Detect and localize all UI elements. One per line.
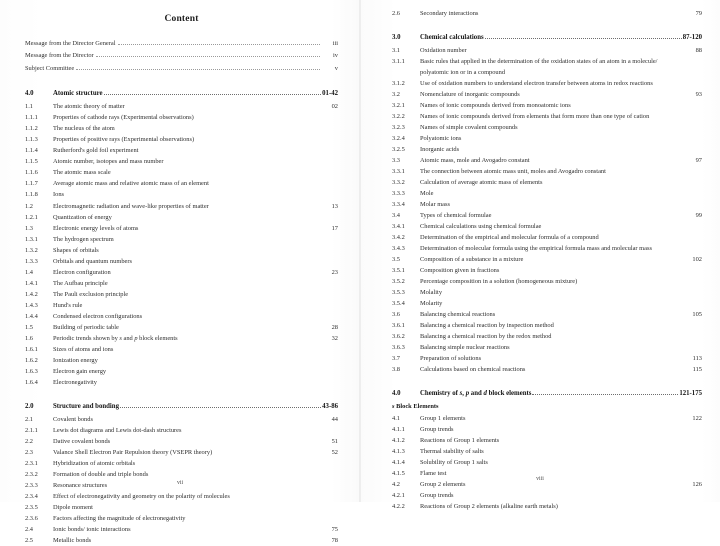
toc-entry-number: 3.3: [392, 157, 400, 165]
toc-entry-title: Quantization of energy: [53, 213, 112, 221]
toc-entry[interactable]: [25, 189, 338, 200]
toc-entry-page: 17: [331, 224, 338, 232]
toc-chapter-number: 4.0: [392, 390, 401, 398]
toc-entry-number: 3.6.3: [392, 344, 405, 352]
toc-entry-page: 97: [695, 157, 702, 165]
toc-entry-title: Names of ionic compounds derived from monoatomic ions: [420, 102, 571, 109]
toc-entry[interactable]: [25, 134, 338, 145]
toc-entry-number: 1.3.1: [25, 235, 38, 243]
toc-entry[interactable]: [392, 232, 702, 243]
toc-entry-number: 3.6.2: [392, 333, 405, 341]
toc-entry-title: Covalent bonds: [53, 415, 93, 423]
toc-entry-title: Rutherford's gold foil experiment: [53, 147, 139, 155]
toc-entry-title: Reactions of Group 2 elements (alkaline earth metals): [420, 502, 558, 510]
frontmatter-label: Message from the Director: [25, 52, 94, 60]
toc-entry[interactable]: [392, 221, 702, 232]
toc-entry[interactable]: [25, 333, 338, 344]
toc-entry-title: Lewis dot diagrams and Lewis dot-dash structures: [53, 426, 182, 434]
frontmatter-page: iv: [333, 52, 338, 60]
frontmatter-label: Subject Committee: [25, 64, 75, 72]
folio-right: viii: [536, 476, 544, 482]
toc-entry-number: 3.7: [392, 355, 400, 363]
toc-entry-page: 105: [692, 311, 702, 319]
toc-entry-number: 1.5: [25, 323, 33, 331]
toc-entry-number: 1.1.3: [25, 136, 38, 144]
toc-entry-number: 4.1.4: [392, 458, 405, 466]
toc-entry[interactable]: [25, 145, 338, 156]
toc-entry-title: Factors affecting the magnitude of electronegativity: [53, 514, 186, 522]
toc-entry-title: Calculation of average atomic mass of elements: [420, 179, 543, 187]
frontmatter-entry[interactable]: [25, 50, 338, 62]
toc-chapter-heading[interactable]: [25, 88, 338, 101]
toc-entry-title: Balancing simple nuclear reactions: [420, 344, 510, 352]
toc-entry[interactable]: [25, 377, 338, 388]
toc-entry[interactable]: [25, 311, 338, 322]
toc-entry[interactable]: [25, 123, 338, 134]
toc-entry-number: 1.2.1: [25, 213, 38, 221]
toc-entry-number: 3.4.3: [392, 245, 405, 253]
toc-entry-title: Electron configuration: [53, 268, 111, 276]
toc-entry-title: Condensed electron configurations: [53, 312, 143, 320]
leader-dots: [120, 407, 321, 408]
toc-entry[interactable]: [25, 535, 338, 546]
toc-entry-number: 1.1.7: [25, 180, 38, 188]
toc-entry-number: 2.3.1: [25, 459, 38, 467]
toc-entry-title: Atomic mass, mole and Avogadro constant: [420, 157, 530, 165]
toc-entry[interactable]: [25, 344, 338, 355]
section-spacer: [392, 375, 702, 386]
toc-entry-number: 1.6.4: [25, 378, 38, 386]
toc-entry[interactable]: [392, 188, 702, 199]
toc-entry-number: 1.3: [25, 224, 33, 232]
toc-entry-number: 3.2.2: [392, 113, 405, 121]
toc-entry[interactable]: [25, 101, 338, 112]
toc-entry-title: Hund's rule: [53, 301, 83, 309]
toc-entry[interactable]: [25, 425, 338, 436]
toc-entry-number: 3.2.4: [392, 135, 405, 143]
toc-entry[interactable]: [392, 210, 702, 221]
toc-entry-title: Building of periodic table: [53, 323, 119, 331]
toc-entry-number: 3.2.5: [392, 146, 405, 154]
toc-entry-number: 3.1.2: [392, 79, 405, 87]
toc-entry-number: 4.1.1: [392, 425, 405, 433]
toc-entry-title: Composition given in fractions: [420, 267, 500, 275]
toc-entry-title: The nucleus of the atom: [53, 125, 115, 133]
toc-entry-title: Sizes of atoms and ions: [53, 345, 114, 353]
toc-entry-number: 2.3.5: [25, 503, 38, 511]
toc-entry-title: Calculations based on chemical reactions: [420, 366, 526, 374]
toc-entry-number: 3.2.3: [392, 124, 405, 132]
leader-dots: [104, 94, 322, 95]
toc-entry[interactable]: [25, 491, 338, 502]
toc-entry-title: Solubility of Group 1 salts: [420, 458, 488, 466]
toc-entry-page: 44: [331, 415, 338, 423]
toc-entry[interactable]: [25, 355, 338, 366]
toc-entry[interactable]: [392, 100, 702, 111]
toc-entry-title: Balancing chemical reactions: [420, 311, 496, 319]
toc-entry-page: 79: [695, 10, 702, 17]
toc-entry-number: 1.1.6: [25, 169, 38, 177]
toc-chapter-heading[interactable]: [25, 401, 338, 414]
frontmatter-entry[interactable]: [25, 38, 338, 50]
toc-entry-number: 2.6: [392, 10, 400, 17]
toc-entry[interactable]: [392, 364, 702, 375]
toc-entry[interactable]: [25, 201, 338, 212]
section-spacer: [25, 388, 338, 399]
toc-entry-title: Percentage composition in a solution (homogeneous mixture): [420, 278, 578, 286]
toc-entry-number: 3.3.2: [392, 179, 405, 187]
toc-entry-title: Atomic number, isotopes and mass number: [53, 158, 164, 166]
toc-entry[interactable]: [392, 155, 702, 166]
toc-entry-number: 1.2: [25, 202, 33, 210]
toc-entry-title: Group trends: [420, 425, 454, 433]
toc-entry-page: 23: [331, 268, 338, 276]
toc-entry[interactable]: [392, 89, 702, 100]
toc-entry[interactable]: [25, 234, 338, 245]
toc-entry-number: 4.1.5: [392, 469, 405, 477]
frontmatter-page: iii: [332, 40, 338, 47]
toc-entry-title: Oxidation number: [420, 46, 467, 54]
frontmatter-list: [25, 38, 338, 75]
toc-entry-number: 1.3.2: [25, 246, 38, 254]
toc-entry[interactable]: [392, 490, 702, 501]
toc-entry-number: 2.3.4: [25, 492, 38, 500]
toc-entry-title: Metallic bonds: [53, 536, 92, 544]
toc-entry[interactable]: [392, 424, 702, 435]
toc-entry[interactable]: [392, 8, 702, 19]
toc-entry[interactable]: [392, 133, 702, 144]
toc-entry-title: Properties of positive rays (Experimental observations): [53, 136, 195, 144]
toc-entry-title: Flame test: [420, 469, 447, 477]
toc-entry-title: Group 2 elements: [420, 480, 466, 488]
toc-chapter-title: Structure and bonding: [53, 402, 119, 410]
toc-entry-title: Composition of a substance in a mixture: [420, 256, 524, 264]
toc-entry[interactable]: [25, 112, 338, 123]
toc-entry-page: 75: [331, 525, 338, 533]
toc-entry-title: Types of chemical formulae: [420, 212, 492, 220]
toc-entry-title: Use of oxidation numbers to understand electron transfer between atoms in redox reactions: [420, 79, 653, 87]
toc-entry-number: 3.3.3: [392, 190, 405, 198]
toc-entry[interactable]: [25, 322, 338, 333]
toc-entry-title: Orbitals and quantum numbers: [53, 257, 132, 265]
toc-entry[interactable]: [25, 366, 338, 377]
toc-entry[interactable]: [25, 502, 338, 513]
toc-entry[interactable]: [392, 45, 702, 56]
leader-dots: [532, 394, 678, 395]
toc-entry[interactable]: [392, 56, 702, 78]
toc-chapter-number: 3.0: [392, 34, 401, 42]
toc-chapter-heading[interactable]: [392, 388, 702, 401]
toc-entry-number: 2.2: [25, 437, 33, 445]
toc-chapter-pages: 43-86: [322, 402, 338, 410]
toc-entry[interactable]: [392, 435, 702, 446]
frontmatter-entry[interactable]: [25, 63, 338, 75]
toc-entry-page: 13: [331, 202, 338, 210]
leader-dots: [485, 38, 682, 39]
toc-chapter-title: Chemical calculations: [420, 34, 484, 42]
page-right: [360, 0, 720, 510]
toc-entry-title: Valance Shell Electron Pair Repulsion theory (VSEPR theory): [53, 448, 213, 456]
toc-entry-number: 1.6.2: [25, 356, 38, 364]
toc-entry-page: 126: [692, 480, 702, 488]
toc-entry[interactable]: [392, 457, 702, 468]
toc-entry[interactable]: [392, 177, 702, 188]
toc-chapter-title: Chemistry of s, p and d block elements: [420, 390, 532, 398]
folio-left: vii: [176, 480, 184, 486]
toc-entry[interactable]: [392, 501, 702, 512]
toc-entry-number: 1.1.8: [25, 191, 38, 199]
toc-entry-title: The hydrogen spectrum: [53, 235, 114, 243]
toc-entry-number: 1.3.3: [25, 257, 38, 265]
toc-entry-number: 1.4.3: [25, 301, 38, 309]
toc-entry-number: 3.5.3: [392, 289, 405, 297]
toc-entry-title: Balancing a chemical reaction by inspection method: [420, 322, 554, 330]
toc-entry[interactable]: [392, 446, 702, 457]
toc-chapter-number: 2.0: [25, 402, 34, 410]
toc-entry[interactable]: [392, 111, 702, 122]
right-chapters: [392, 19, 702, 512]
toc-entry-number: 4.2.2: [392, 502, 405, 510]
toc-entry-number: 2.1: [25, 415, 33, 423]
toc-entry-title: Determination of the empirical and molecular formula of a compound: [420, 234, 599, 242]
toc-entry-title: Names of ionic compounds derived from elements that form more than one type of cation: [420, 113, 650, 121]
left-chapters: [25, 88, 338, 545]
toc-entry-title: Mole: [420, 190, 434, 198]
leader-dots: [76, 69, 320, 70]
toc-entry[interactable]: [392, 342, 702, 353]
toc-entry-number: 3.2.1: [392, 102, 405, 109]
toc-entry[interactable]: [25, 278, 338, 289]
page-left: [0, 0, 360, 544]
toc-entry[interactable]: [25, 469, 338, 480]
right-lead-entries: [392, 8, 702, 19]
toc-entry-page: 28: [331, 323, 338, 331]
toc-entry-title: Properties of cathode rays (Experimental observations): [53, 114, 194, 122]
toc-entry-number: 1.6: [25, 334, 33, 342]
toc-entry-title: Ionization energy: [53, 356, 98, 364]
toc-entry-title: Electronic energy levels of atoms: [53, 224, 139, 232]
toc-entry-title: Molality: [420, 289, 443, 297]
toc-entry-title: Secondary interactions: [420, 10, 479, 17]
toc-entry-number: 3.5.1: [392, 267, 405, 275]
toc-entry[interactable]: [25, 156, 338, 167]
toc-entry-number: 3.6: [392, 311, 400, 319]
toc-entry[interactable]: [25, 447, 338, 458]
toc-entry-page: 115: [692, 366, 702, 374]
toc-entry[interactable]: [25, 178, 338, 189]
toc-entry-number: 2.1.1: [25, 426, 38, 434]
toc-entry[interactable]: [392, 254, 702, 265]
toc-entry[interactable]: [392, 298, 702, 309]
toc-entry-number: 3.5.2: [392, 278, 405, 286]
toc-entry-number: 3.5.4: [392, 300, 405, 308]
toc-entry[interactable]: [25, 223, 338, 234]
toc-entry[interactable]: [25, 167, 338, 178]
toc-entry-title: Effect of electronegativity and geometry on the polarity of molecules: [53, 492, 230, 500]
toc-entry-number: 1.4: [25, 268, 33, 276]
toc-entry-number: 1.1.5: [25, 158, 38, 166]
toc-chapter-pages: 87-120: [682, 34, 702, 42]
toc-entry-page: 102: [692, 256, 702, 264]
toc-entry-number: 4.2.1: [392, 491, 405, 499]
toc-entry-number: 1.1.4: [25, 147, 38, 155]
toc-chapter-pages: 01-42: [322, 90, 338, 98]
toc-entry[interactable]: [25, 212, 338, 223]
toc-entry-page: 52: [331, 448, 338, 456]
toc-chapter-pages: 121-175: [679, 390, 702, 398]
toc-entry-title: Basic rules that applied in the determination of the oxidation states of an atom in a molecule/ polyatomic ion or in a compound: [420, 57, 658, 76]
toc-entry[interactable]: [392, 353, 702, 364]
toc-entry-number: 3.4.2: [392, 234, 405, 242]
toc-entry-number: 3.4: [392, 212, 400, 220]
toc-entry[interactable]: [392, 309, 702, 320]
leader-dots: [118, 44, 321, 45]
toc-entry[interactable]: [25, 289, 338, 300]
toc-entry-title: The atomic theory of matter: [53, 103, 125, 111]
toc-entry-number: 2.3.6: [25, 514, 38, 522]
toc-entry-number: 3.8: [392, 366, 400, 374]
leader-dots: [96, 56, 320, 57]
toc-entry-number: 2.3.3: [25, 481, 38, 489]
toc-entry-number: 3.3.4: [392, 201, 405, 209]
page-gutter: [359, 0, 361, 502]
toc-entry[interactable]: [392, 122, 702, 133]
toc-entry-title: Molarity: [420, 300, 443, 308]
toc-entry-number: 4.1.2: [392, 436, 405, 444]
toc-entry-number: 2.3: [25, 448, 33, 456]
toc-entry-title: Chemical calculations using chemical formulae: [420, 223, 542, 231]
toc-entry-page: 51: [331, 437, 338, 445]
toc-entry-title: Electron gain energy: [53, 367, 107, 375]
toc-entry-number: 2.4: [25, 525, 33, 533]
toc-entry-page: 78: [331, 536, 338, 544]
toc-entry-title: Shapes of orbitals: [53, 246, 99, 254]
toc-entry-number: 1.6.3: [25, 367, 38, 375]
toc-entry[interactable]: [25, 300, 338, 311]
toc-entry-number: 4.1.3: [392, 447, 405, 455]
toc-entry-title: The atomic mass scale: [53, 169, 111, 177]
toc-entry-title: Average atomic mass and relative atomic mass of an element: [53, 180, 209, 188]
toc-entry-page: 32: [331, 334, 338, 342]
toc-entry[interactable]: [392, 199, 702, 210]
toc-entry-number: 3.4.1: [392, 223, 405, 231]
toc-subheading: s Block Elements: [392, 403, 439, 411]
toc-entry-page: 93: [695, 90, 702, 98]
toc-entry-title: Dative covalent bonds: [53, 437, 111, 445]
toc-entry-title: Dipole moment: [53, 503, 93, 511]
toc-entry-title: Periodic trends shown by s and p block elements: [53, 334, 178, 342]
toc-entry[interactable]: [25, 245, 338, 256]
toc-entry-page: 99: [695, 212, 702, 220]
toc-entry-title: Electromagnetic radiation and wave-like properties of matter: [53, 202, 209, 210]
toc-entry[interactable]: [25, 524, 338, 535]
toc-entry-title: Nomenclature of inorganic compounds: [420, 90, 520, 98]
toc-entry-title: Inorganic acids: [420, 146, 460, 154]
toc-entry-number: 1.6.1: [25, 345, 38, 353]
toc-entry-number: 1.4.4: [25, 312, 38, 320]
toc-entry-page: 122: [692, 414, 702, 422]
toc-chapter-title: Atomic structure: [53, 90, 103, 98]
toc-entry[interactable]: [392, 265, 702, 276]
toc-entry-title: Electronegativity: [53, 378, 98, 386]
toc-entry-number: 4.1: [392, 414, 400, 422]
toc-entry[interactable]: [392, 144, 702, 155]
toc-entry[interactable]: [25, 436, 338, 447]
toc-chapter-heading[interactable]: [392, 32, 702, 45]
toc-entry-title: Group 1 elements: [420, 414, 466, 422]
toc-entry-title: Reactions of Group 1 elements: [420, 436, 500, 444]
toc-entry-number: 1.4.2: [25, 290, 38, 298]
toc-entry-title: Molar mass: [420, 201, 450, 209]
toc-entry-title: Resonance structures: [53, 481, 108, 489]
toc-entry-title: Names of simple covalent compounds: [420, 124, 518, 132]
toc-entry-number: 3.5: [392, 256, 400, 264]
toc-entry[interactable]: [25, 513, 338, 524]
toc-entry[interactable]: [392, 331, 702, 342]
toc-entry-page: 88: [695, 46, 702, 54]
toc-entry-number: 2.5: [25, 536, 33, 544]
toc-entry[interactable]: [392, 287, 702, 298]
toc-entry[interactable]: [25, 414, 338, 425]
toc-entry-number: 3.1: [392, 46, 400, 54]
toc-entry-title: Determination of molecular formula using the empirical formula mass and molecular mass: [420, 245, 652, 253]
toc-entry-number: 3.2: [392, 90, 400, 98]
toc-entry-title: Preparation of solutions: [420, 355, 482, 363]
toc-entry-title: The connection between atomic mass unit, moles and Avogadro constant: [420, 168, 606, 176]
page-title: Content: [164, 14, 199, 24]
toc-entry[interactable]: [25, 256, 338, 267]
toc-entry-title: Hybridization of atomic orbitals: [53, 459, 136, 467]
toc-entry[interactable]: [392, 320, 702, 331]
toc-entry-title: Formation of double and triple bonds: [53, 470, 149, 478]
toc-entry[interactable]: [392, 276, 702, 287]
toc-entry-title: The Aufbau principle: [53, 279, 108, 287]
toc-entry[interactable]: [392, 166, 702, 177]
toc-entry[interactable]: [25, 267, 338, 278]
toc-chapter-number: 4.0: [25, 90, 34, 98]
toc-entry-title: Group trends: [420, 491, 454, 499]
toc-entry-number: 3.3.1: [392, 168, 405, 176]
toc-entry-page: 02: [331, 103, 338, 111]
toc-entry-title: Polyatomic ions: [420, 135, 462, 143]
toc-entry-number: 1.4.1: [25, 279, 38, 287]
toc-entry-number: 2.3.2: [25, 470, 38, 478]
toc-entry[interactable]: [392, 78, 702, 89]
toc-entry[interactable]: [25, 458, 338, 469]
toc-entry-number: 3.1.1: [392, 57, 405, 65]
toc-entry[interactable]: [392, 243, 702, 254]
toc-entry-title: Thermal stability of salts: [420, 447, 484, 455]
toc-entry[interactable]: [392, 413, 702, 424]
toc-entry-title: Balancing a chemical reaction by the redox method: [420, 333, 552, 341]
toc-entry-number: 1.1.1: [25, 114, 38, 122]
toc-entry-number: 1.1.2: [25, 125, 38, 133]
toc-entry-number: 4.2: [392, 480, 400, 488]
toc-entry-title: The Pauli exclusion principle: [53, 290, 129, 298]
frontmatter-page: v: [334, 64, 338, 72]
section-spacer: [392, 19, 702, 30]
frontmatter-label: Message from the Director General: [25, 40, 116, 47]
toc-entry-title: Ionic bonds/ ionic interactions: [53, 525, 131, 533]
toc-entry-number: 3.6.1: [392, 322, 405, 330]
toc-entry-number: 1.1: [25, 103, 33, 111]
toc-entry-page: 113: [692, 355, 702, 363]
toc-entry-title: Ions: [53, 191, 65, 199]
